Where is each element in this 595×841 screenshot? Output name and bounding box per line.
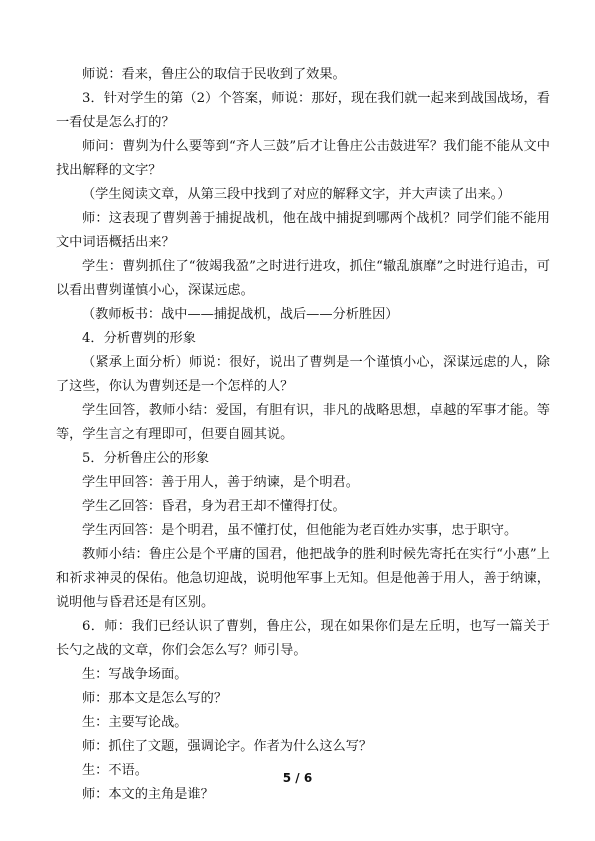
paragraph: 学生丙回答：是个明君，虽不懂打仗，但他能为老百姓办实事，忠于职守。	[82, 523, 518, 538]
paragraph: 师：这表现了曹刿善于捕捉战机，他在战中捕捉到哪两个战机？同学们能不能用文中词语概括出来？	[56, 211, 550, 250]
paragraph: 学生：曹刿抓住了“彼竭我盈”之时进行进攻，抓住“辙乱旗靡”之时进行追击，可以看出曹刿谨慎小心，深谋远虑。	[56, 259, 550, 298]
paragraph: 生：写战争场面。	[82, 667, 188, 682]
section-heading: 5．分析鲁庄公的形象	[82, 451, 210, 466]
paragraph: 师：抓住了文题，强调论字。作者为什么这么写？	[82, 739, 373, 754]
page-number: 5 / 6	[282, 771, 313, 785]
section-heading: 4．分析曹刿的形象	[82, 331, 196, 346]
page-content	[56, 63, 550, 807]
paragraph: 生：主要写论战。	[82, 715, 188, 730]
paragraph: （学生阅读文章，从第三段中找到了对应的解释文字，并大声读了出来。）	[82, 187, 511, 202]
paragraph: 师问：曹刿为什么要等到“齐人三鼓”后才让鲁庄公击鼓进军？我们能不能从文中找出解释的文字？	[56, 139, 550, 178]
paragraph: （紧承上面分析）师说：很好，说出了曹刿是一个谨慎小心，深谋远虑的人，除了这些，你认为曹刿还是一个怎样的人？	[56, 355, 550, 394]
paragraph: 师：本文的主角是谁？	[82, 787, 214, 802]
paragraph: 学生乙回答：昏君，身为君王却不懂得打仗。	[82, 499, 346, 514]
paragraph: 学生回答，教师小结：爱国，有胆有识，非凡的战略思想，卓越的军事才能。等等，学生言之有理即可，但要自圆其说。	[56, 403, 550, 442]
paragraph: 师：那本文是怎么写的？	[82, 691, 228, 706]
paragraph: 6．师：我们已经认识了曹刿，鲁庄公，现在如果你们是左丘明，也写一篇关于长勺之战的文章，你们会怎么写？师引导。	[56, 619, 550, 658]
paragraph: 师说：看来，鲁庄公的取信于民收到了效果。	[82, 67, 346, 82]
paragraph: 教师小结：鲁庄公是个平庸的国君，他把战争的胜利时候先寄托在实行“小惠”上和祈求神灵的保佑。他急切迎战，说明他军事上无知。但是他善于用人，善于纳谏，说明他与昏君还是有区别。	[56, 547, 550, 610]
paragraph: 学生甲回答：善于用人，善于纳谏，是个明君。	[82, 475, 359, 490]
paragraph: （教师板书：战中——捕捉战机，战后——分析胜因）	[82, 307, 399, 322]
paragraph: 3．针对学生的第（2）个答案，师说：那好，现在我们就一起来到战国战场，看一看仗是怎么打的？	[56, 91, 550, 130]
paragraph: 生：不语。	[82, 763, 148, 778]
